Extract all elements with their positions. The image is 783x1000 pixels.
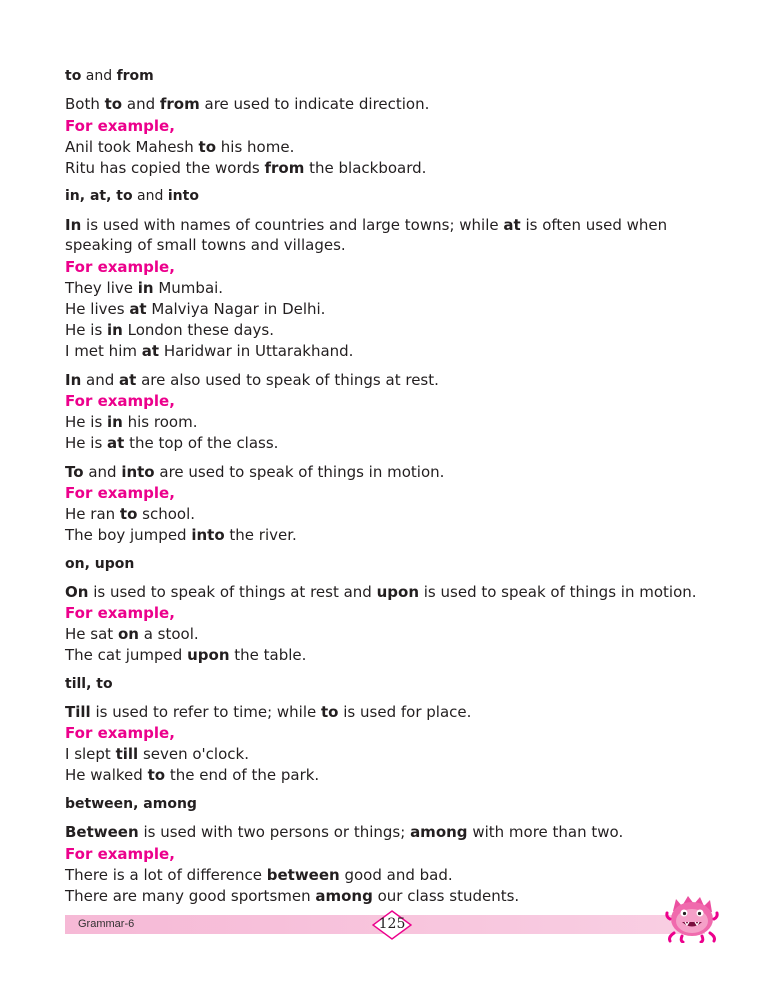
example-sentence: He is at the top of the class. [65, 434, 279, 452]
section-heading-on-upon: on, upon [65, 556, 135, 572]
example-sentence: There is a lot of difference between good and bad. [65, 866, 453, 884]
example-sentence: Ritu has copied the words from the blackboard. [65, 159, 427, 177]
section-intro: In is used with names of countries and large towns; while at is often used when speaking of small towns and villages. [65, 216, 668, 254]
example-sentence: Anil took Mahesh to his home. [65, 138, 295, 156]
example-sentence: There are many good sportsmen among our class students. [65, 887, 520, 905]
pink-monster-mascot-icon [664, 893, 720, 943]
example-sentence: They live in Mumbai. [65, 279, 224, 297]
section-intro: In and at are also used to speak of things at rest. [65, 371, 439, 389]
example-sentence: The cat jumped upon the table. [65, 646, 307, 664]
page-number-badge [372, 910, 412, 940]
example-sentence: The boy jumped into the river. [65, 526, 297, 544]
section-intro: Both to and from are used to indicate direction. [65, 95, 430, 113]
example-sentence: He is in his room. [65, 413, 198, 431]
example-sentence: I slept till seven o'clock. [65, 745, 249, 763]
example-label: For example, [65, 845, 175, 863]
section-heading-to-from: to and from [65, 68, 154, 84]
section-intro: Between is used with two persons or things; among with more than two. [65, 823, 624, 841]
example-sentence: He sat on a stool. [65, 625, 199, 643]
footer-book-label: Grammar-6 [78, 918, 135, 930]
section-intro: To and into are used to speak of things in motion. [65, 463, 445, 481]
example-label: For example, [65, 117, 175, 135]
example-label: For example, [65, 392, 175, 410]
page-number: 125 [378, 916, 406, 932]
example-label: For example, [65, 258, 175, 276]
example-sentence: He lives at Malviya Nagar in Delhi. [65, 300, 326, 318]
example-sentence: He is in London these days. [65, 321, 274, 339]
section-intro: On is used to speak of things at rest and upon is used to speak of things in motion. [65, 583, 697, 601]
example-sentence: I met him at Haridwar in Uttarakhand. [65, 342, 354, 360]
section-intro: Till is used to refer to time; while to is used for place. [65, 703, 472, 721]
example-sentence: He ran to school. [65, 505, 196, 523]
example-label: For example, [65, 724, 175, 742]
example-sentence: He walked to the end of the park. [65, 766, 320, 784]
example-label: For example, [65, 484, 175, 502]
section-heading-in-at-to-into: in, at, to and into [65, 188, 199, 204]
section-heading-till-to: till, to [65, 676, 113, 692]
example-label: For example, [65, 604, 175, 622]
section-heading-between-among: between, among [65, 796, 197, 812]
